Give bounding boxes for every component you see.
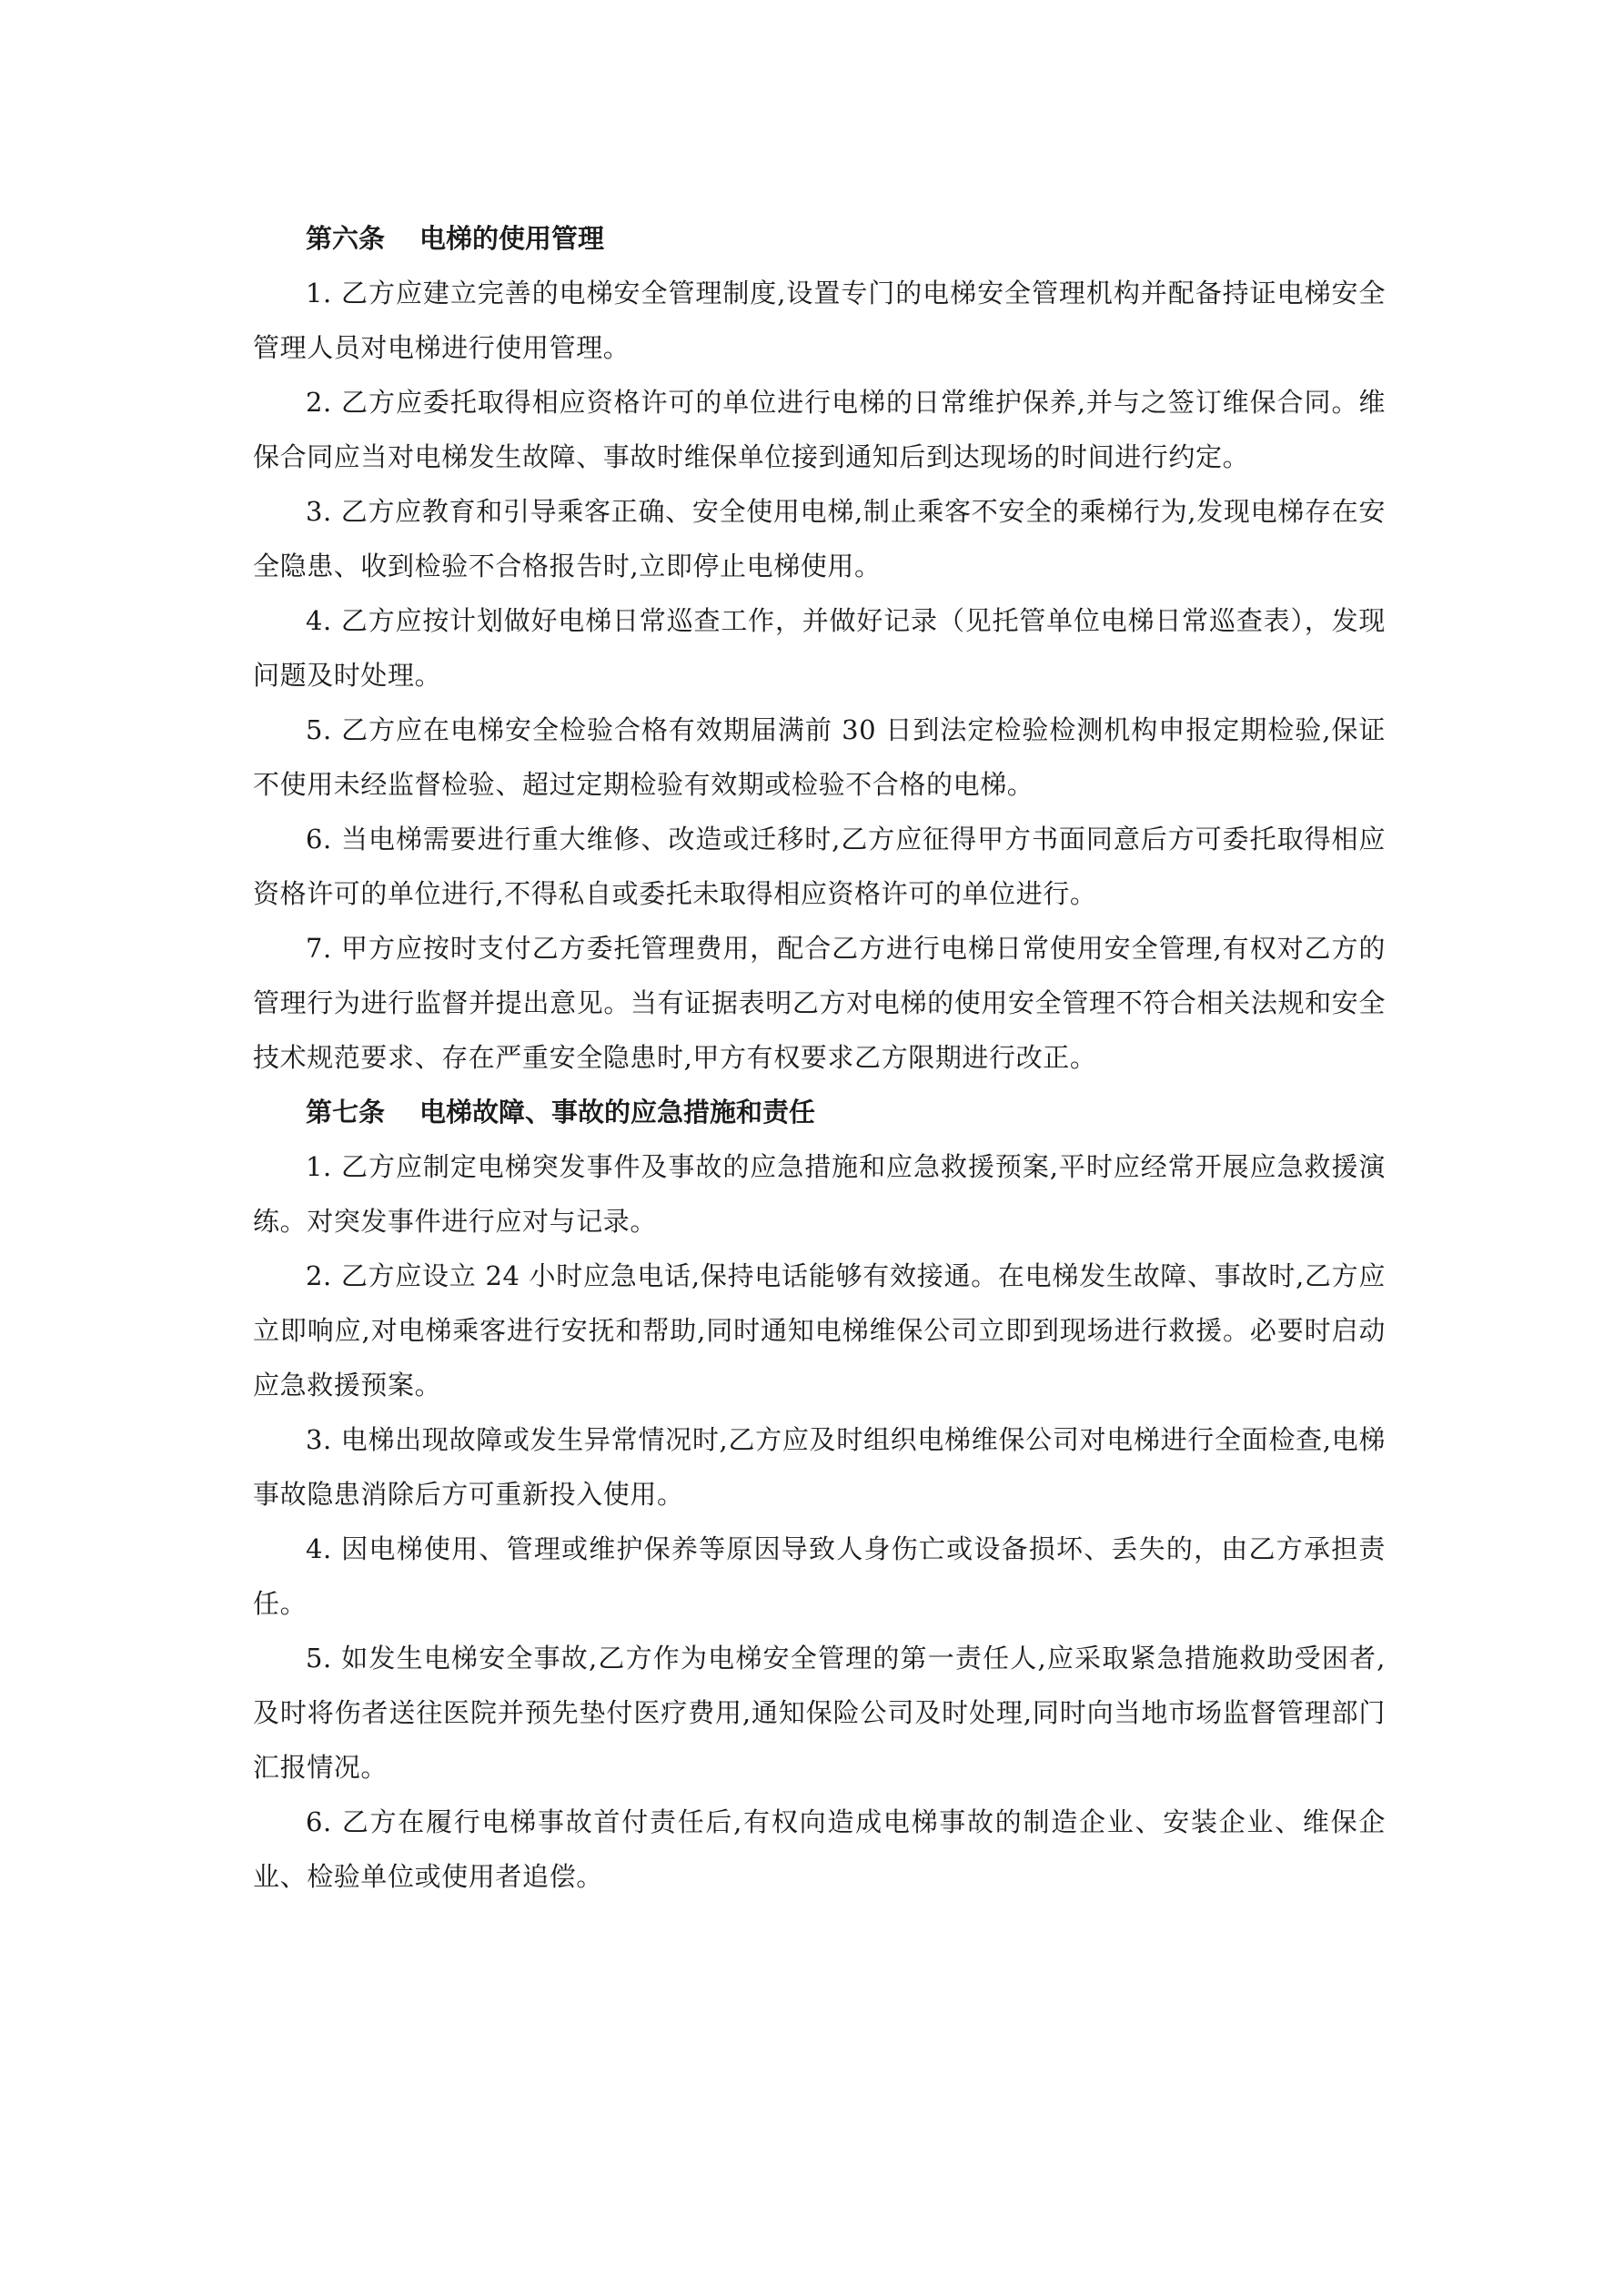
section-6-clause-3: 3. 乙方应教育和引导乘客正确、安全使用电梯,制止乘客不安全的乘梯行为,发现电梯存在安全隐患、收到检验不合格报告时,立即停止电梯使用。 [253, 496, 1386, 582]
section-7-clause-1: 1. 乙方应制定电梯突发事件及事故的应急措施和应急救援预案,平时应经常开展应急救援演练。对突发事件进行应对与记录。 [253, 1151, 1386, 1237]
section-6-clause-5: 5. 乙方应在电梯安全检验合格有效期届满前 30 日到法定检验检测机构申报定期检验,保证不使用未经监督检验、超过定期检验有效期或检验不合格的电梯。 [253, 714, 1386, 800]
section-6-label: 第六条 [306, 223, 386, 254]
section-7-clause-3: 3. 电梯出现故障或发生异常情况时,乙方应及时组织电梯维保公司对电梯进行全面检查,电梯事故隐患消除后方可重新投入使用。 [253, 1424, 1387, 1510]
section-6-clause-2: 2. 乙方应委托取得相应资格许可的单位进行电梯的日常维护保养,并与之签订维保合同。维保合同应当对电梯发生故障、事故时维保单位接到通知后到达现场的时间进行约定。 [253, 387, 1386, 472]
section-7-heading [253, 1085, 1386, 1139]
section-7-clause-6: 6. 乙方在履行电梯事故首付责任后,有权向造成电梯事故的制造企业、安装企业、维保企业、检验单位或使用者追偿。 [253, 1806, 1386, 1892]
section-7-title: 电梯故障、事故的应急措施和责任 [419, 1097, 816, 1128]
document-body [253, 211, 1386, 1904]
section-6-clause-6: 6. 当电梯需要进行重大维修、改造或迁移时,乙方应征得甲方书面同意后方可委托取得相应资格许可的单位进行,不得私自或委托未取得相应资格许可的单位进行。 [253, 824, 1386, 909]
section-6-heading [253, 211, 1386, 266]
section-6-title: 电梯的使用管理 [419, 223, 605, 254]
section-6-clause-7: 7. 甲方应按时支付乙方委托管理费用，配合乙方进行电梯日常使用安全管理,有权对乙方的管理行为进行监督并提出意见。当有证据表明乙方对电梯的使用安全管理不符合相关法规和安全技术规范要求、存在严重安全隐患时,甲方有权要求乙方限期进行改正。 [253, 933, 1386, 1073]
section-7-clause-4: 4. 因电梯使用、管理或维护保养等原因导致人身伤亡或设备损坏、丢失的，由乙方承担责任。 [253, 1533, 1386, 1619]
section-7-clause-2: 2. 乙方应设立 24 小时应急电话,保持电话能够有效接通。在电梯发生故障、事故时,乙方应立即响应,对电梯乘客进行安抚和帮助,同时通知电梯维保公司立即到现场进行救援。必要时启动应急救援预案。 [253, 1260, 1386, 1401]
section-6-clause-1: 1. 乙方应建立完善的电梯安全管理制度,设置专门的电梯安全管理机构并配备持证电梯安全管理人员对电梯进行使用管理。 [253, 278, 1386, 363]
section-6-clause-4: 4. 乙方应按计划做好电梯日常巡查工作，并做好记录（见托管单位电梯日常巡查表），发现问题及时处理。 [253, 605, 1386, 691]
section-7-label: 第七条 [306, 1097, 386, 1128]
section-7-clause-5: 5. 如发生电梯安全事故,乙方作为电梯安全管理的第一责任人,应采取紧急措施救助受困者,及时将伤者送往医院并预先垫付医疗费用,通知保险公司及时处理,同时向当地市场监督管理部门汇报情况。 [253, 1643, 1386, 1783]
